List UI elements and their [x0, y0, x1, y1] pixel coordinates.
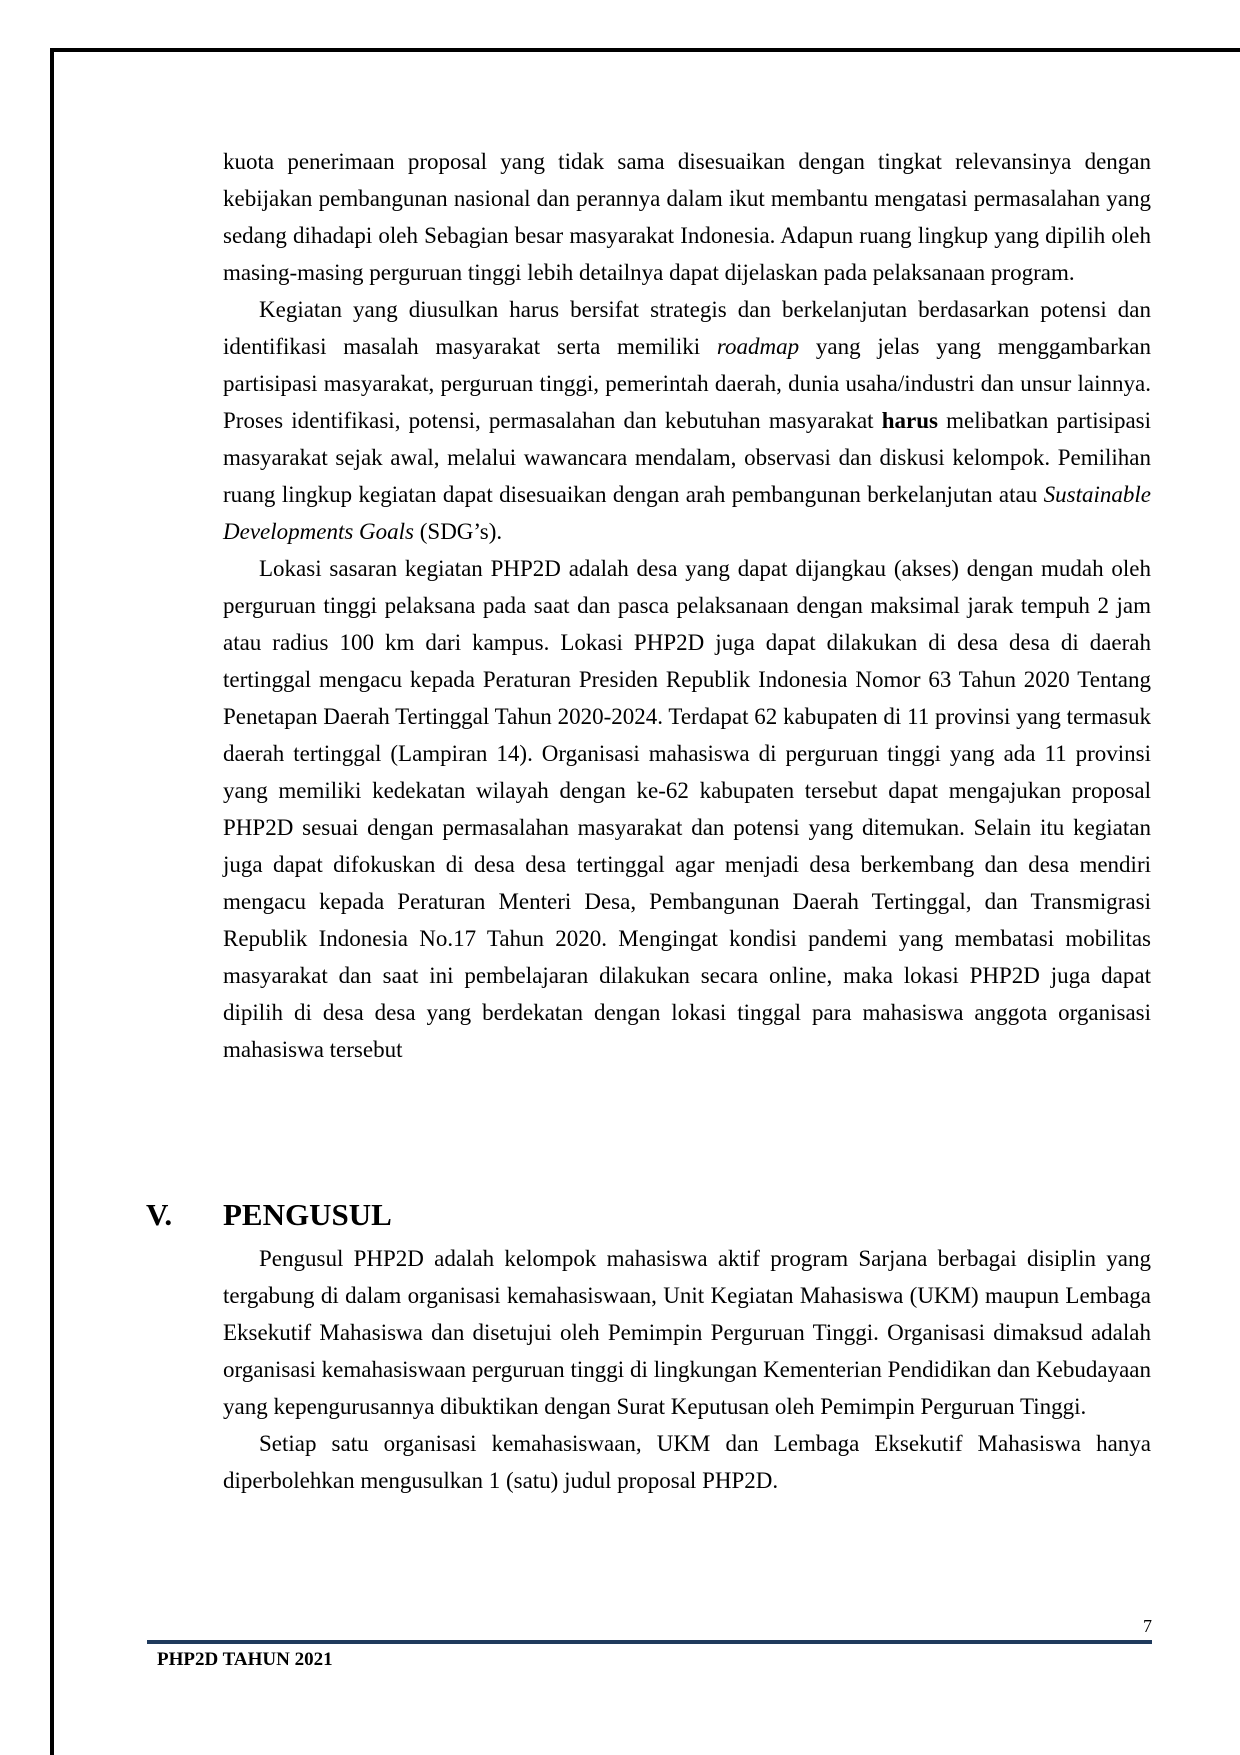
page-number: 7: [1143, 1616, 1152, 1636]
text-span: melibatkan partisipasi masyarakat sejak awal, melalui wawancara mendalam, observasi dan diskusi kelompok. Pemilihan ruang lingkup kegiatan dapat disesuaikan dengan arah pembangunan berkelanjutan atau: [223, 408, 1151, 507]
paragraph-setiap: [223, 1425, 1151, 1499]
text-span: Kegiatan yang diusulkan harus bersifat strategis dan berkelanjutan berdasarkan potensi dan identifikasi masalah masyarakat serta memiliki: [223, 297, 1151, 359]
text-span: kuota penerimaan proposal yang tidak sama disesuaikan dengan tingkat relevansinya dengan kebijakan pembangunan nasional dan perannya dalam ikut membantu mengatasi permasalahan yang sedang dihadapi oleh Sebagian besar masyarakat Indonesia. Adapun ruang lingkup yang dipilih oleh masing-masing perguruan tinggi lebih detailnya dapat dijelaskan pada pelaksanaan program.: [223, 149, 1151, 285]
paragraph-pengusul: [223, 1240, 1151, 1425]
section-heading: [146, 1193, 1146, 1237]
page-border-top: [50, 48, 1240, 52]
section-title: PENGUSUL: [223, 1197, 392, 1232]
bold-term-harus: harus: [881, 408, 938, 433]
italic-term-roadmap: roadmap: [716, 334, 800, 359]
page-border-left: [50, 48, 54, 1755]
paragraph-kegiatan: [223, 291, 1151, 550]
text-span: Setiap satu organisasi kemahasiswaan, UKM dan Lembaga Eksekutif Mahasiswa hanya diperbolehkan mengusulkan 1 (satu) judul proposal PHP2D.: [223, 1431, 1151, 1493]
text-span: yang jelas yang menggambarkan partisipasi masyarakat, perguruan tinggi, pemerintah daerah, dunia usaha/industri dan unsur lainnya. Proses identifikasi, potensi, permasalahan dan kebutuhan masyarakat: [223, 334, 1152, 433]
paragraph-quota: [223, 143, 1151, 291]
footer-rule: [147, 1640, 1152, 1644]
text-span: (SDG’s).: [414, 519, 503, 544]
paragraph-lokasi: [223, 550, 1151, 1068]
section-number: V.: [146, 1197, 173, 1232]
body-text-section: [223, 1240, 1151, 1499]
text-span: Lokasi sasaran kegiatan PHP2D adalah desa yang dapat dijangkau (akses) dengan mudah oleh perguruan tinggi pelaksana pada saat dan pasca pelaksanaan dengan maksimal jarak tempuh 2 jam atau radius 100 km dari kampus. Lokasi PHP2D juga dapat dilakukan di desa desa di daerah tertinggal mengacu kepada Peraturan Presiden Republik Indonesia Nomor 63 Tahun 2020 Tentang Penetapan Daerah Tertinggal Tahun 2020-2024. Terdapat 62 kabupaten di 11 provinsi yang termasuk daerah tertinggal (Lampiran 14). Organisasi mahasiswa di perguruan tinggi yang ada 11 provinsi yang memiliki kedekatan wilayah dengan ke-62 kabupaten tersebut dapat mengajukan proposal PHP2D sesuai dengan permasalahan masyarakat dan potensi yang ditemukan. Selain itu kegiatan juga dapat difokuskan di desa desa tertinggal agar menjadi desa berkembang dan desa mendiri mengacu kepada Peraturan Menteri Desa, Pembangunan Daerah Tertinggal, dan Transmigrasi Republik Indonesia No.17 Tahun 2020. Mengingat kondisi pandemi yang membatasi mobilitas masyarakat dan saat ini pembelajaran dilakukan secara online, maka lokasi PHP2D juga dapat dipilih di desa desa yang berdekatan dengan lokasi tinggal para mahasiswa anggota organisasi mahasiswa tersebut: [223, 556, 1151, 1062]
footer-label: PHP2D TAHUN 2021: [157, 1649, 333, 1670]
body-text-top: [223, 143, 1151, 1068]
italic-term-sdg: Sustainable Developments Goals: [223, 482, 1151, 544]
text-span: Pengusul PHP2D adalah kelompok mahasiswa aktif program Sarjana berbagai disiplin yang tergabung di dalam organisasi kemahasiswaan, Unit Kegiatan Mahasiswa (UKM) maupun Lembaga Eksekutif Mahasiswa dan disetujui oleh Pemimpin Perguruan Tinggi. Organisasi dimaksud adalah organisasi kemahasiswaan perguruan tinggi di lingkungan Kementerian Pendidikan dan Kebudayaan yang kepengurusannya dibuktikan dengan Surat Keputusan oleh Pemimpin Perguruan Tinggi.: [223, 1246, 1151, 1419]
